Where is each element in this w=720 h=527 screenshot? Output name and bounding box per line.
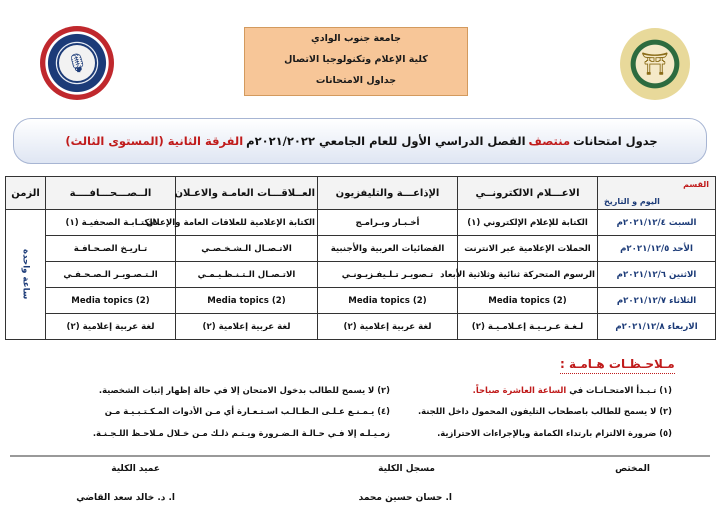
table-row (6, 262, 716, 288)
column-electronic-media: الاعـــلام الالكترونــي (458, 177, 598, 210)
registrar-label: مسجل الكلية (378, 464, 435, 474)
table-cell: الكتابة للإعلام الإلكتروني (١) (458, 210, 598, 236)
table-row (6, 236, 716, 262)
header-box (244, 27, 468, 96)
table-row (6, 314, 716, 340)
divider (10, 455, 710, 457)
table-cell: الرسوم المتحركة ثنائية وثلاثية الأبعاد (458, 262, 598, 288)
table-cell: Media topics (2) (176, 288, 318, 314)
note-no-borrowing: (٤) يـمـنـع عـلـى الـطـالـب اسـتـعـارة أي مـن الأدوات المـكـتـبـيـة مـن (104, 406, 390, 416)
table-cell: تـاريـخ الصـحـافـة (46, 236, 176, 262)
table-cell: لغة عربية إعلامية (٢) (318, 314, 458, 340)
media-faculty-logo (40, 26, 114, 100)
table-cell: أخـبـار وبـرامـج (318, 210, 458, 236)
examiner-label: المختص (615, 464, 650, 474)
university-logo (620, 28, 690, 100)
column-public-relations: العــلاقـــات العامـة والاعـلان (176, 177, 318, 210)
note-masks: (٥) ضرورة الالتزام بارتداء الكمامة وبالإجراءات الاحترازية. (437, 428, 672, 438)
time-header: الزمن (6, 177, 46, 210)
column-journalism: الــصـــحـــافــــة (46, 177, 176, 210)
table-row (6, 288, 716, 314)
office-name: جداول الامتحانات (315, 75, 397, 86)
table-cell: الكتابة الإعلامية للعلاقات العامة والإعلان (176, 210, 318, 236)
note-no-borrowing-cont: زمـيـلـه إلا فـي حـالـة الـضـرورة ويـتـم ذلـك مـن خـلال مـلاحـظ اللـجـنـة. (92, 428, 390, 438)
row-day: الثلاثاء ٢٠٢١/١٢/٧م (598, 288, 716, 314)
dept-header: القسم (683, 180, 709, 189)
table-cell: الـتـصـويـر الـصـحـفـي (46, 262, 176, 288)
row-day: السبت ٢٠٢١/١٢/٤م (598, 210, 716, 236)
row-day: الاربعاء ٢٠٢١/١٢/٨م (598, 314, 716, 340)
title-part2: الفصل الدراسي الأول للعام الجامعي ٢٠٢١/٢٠٢٢م (246, 134, 526, 148)
title-highlight-level: الفرقة الثانية (المستوى الثالث) (65, 134, 244, 148)
faculty-name: كلية الإعلام وتكنولوجيا الاتصال (284, 54, 428, 65)
table-cell: Media topics (2) (458, 288, 598, 314)
dean-label: عميد الكلية (111, 464, 160, 474)
note-id-required: (٢) لا يسمح للطالب بدخول الامتحان إلا في حالة إظهار إثبات الشخصية. (98, 385, 390, 395)
duration-cell: ساعة واحدة (6, 210, 46, 340)
microphone-icon: 🎙 (57, 43, 97, 83)
table-cell: الفضائيات العربية والأجنبية (318, 236, 458, 262)
note-no-phone: (٢) لا يسمح للطالب باصطحاب التليفون المحمول داخل اللجنة. (418, 406, 672, 416)
title-part1: جدول امتحانات (573, 134, 658, 148)
university-emblem-icon: ⛩ (641, 51, 669, 77)
day-header: اليوم و التاريخ (604, 197, 660, 206)
registrar-name: ا. حسان حسين محمد (358, 493, 452, 503)
note-start-time-text: (١) تـبـدأ الامتحـانـات في (569, 385, 672, 395)
table-row (6, 210, 716, 236)
table-cell: الاتـصـال الـتـنـظـيـمـي (176, 262, 318, 288)
title-highlight-midterm: منتصف (528, 134, 571, 148)
row-day: الأحد ٢٠٢١/١٢/٥م (598, 236, 716, 262)
table-header-row (6, 177, 716, 210)
table-cell: Media topics (2) (318, 288, 458, 314)
table-cell: لـغـة عـربـيـة إعـلامـيـة (٢) (458, 314, 598, 340)
note-start-time-highlight: الساعة العاشرة صباحاً. (472, 385, 567, 395)
column-radio-tv: الإذاعـــة والتليفزيون (318, 177, 458, 210)
exam-schedule-table (5, 176, 716, 340)
note-start-time (473, 385, 672, 395)
university-name: جامعة جنوب الوادي (311, 33, 401, 44)
table-cell: الاتـصـال الـشـخـصـي (176, 236, 318, 262)
table-cell: لغة عربية إعلامية (٢) (176, 314, 318, 340)
dept-day-header (598, 177, 716, 210)
table-cell: تـصويـر تـلـيفـزيـونـي (318, 262, 458, 288)
schedule-title (13, 118, 707, 164)
table-cell: الكتـابـة الصحفيـة (١) (46, 210, 176, 236)
table-cell: Media topics (2) (46, 288, 176, 314)
dean-name: ا. د. خالد سعد القاضي (76, 493, 175, 503)
table-cell: لغة عربية إعلامية (٢) (46, 314, 176, 340)
notes-title: مـلاحـظـات هـامـة : (560, 357, 675, 374)
row-day: الاثنين ٢٠٢١/١٢/٦م (598, 262, 716, 288)
table-cell: الحملات الإعلامية عبر الانترنت (458, 236, 598, 262)
